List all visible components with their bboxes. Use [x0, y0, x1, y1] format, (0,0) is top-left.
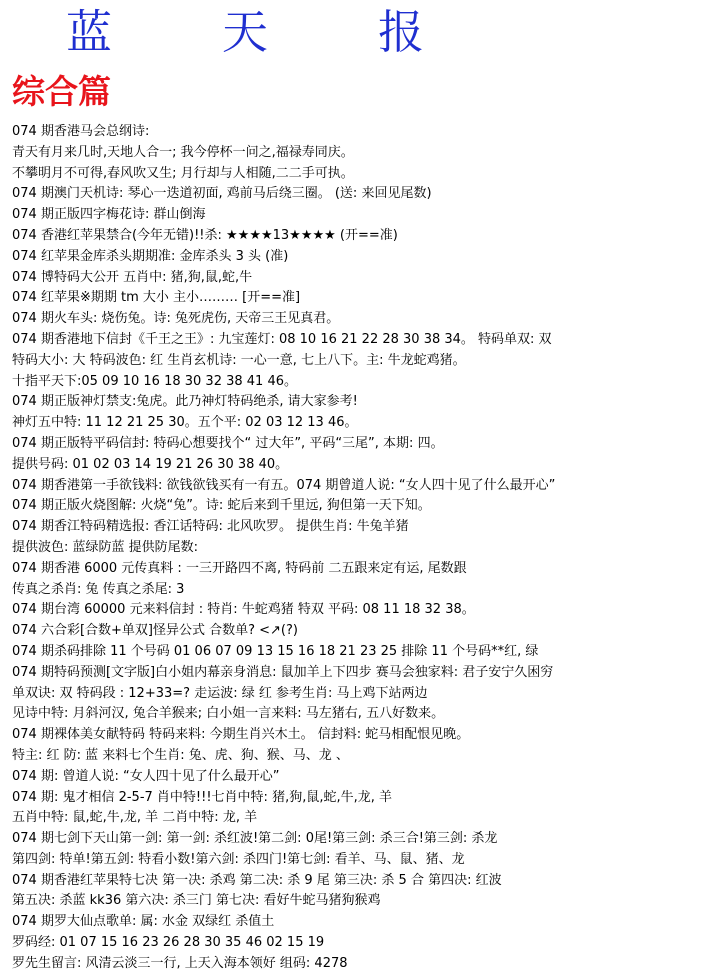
content-line: 074 期香港 6000 元传真料 : 一三开路四不离, 特码前 二五跟来定有运, 尾数跟: [12, 560, 467, 576]
content-line: 074 红苹果金库杀头期期准: 金库杀头 3 头 (准): [12, 248, 289, 264]
content-line: 074 六合彩[合数+单双]怪异公式 合数单? <↗(?): [12, 623, 298, 639]
content-line: 074 期香港红苹果特七决 第一决: 杀鸡 第二决: 杀 9 尾 第三决: 杀 5 合 第四决: 红波: [12, 872, 502, 888]
masthead-char-3: 报: [378, 5, 424, 59]
content-line: 见诗中特: 月斜河汉, 兔合羊猴来; 白小姐一言来料: 马左猪右, 五八好数来。: [12, 706, 445, 722]
content-line: 提供号码: 01 02 03 14 19 21 26 30 38 40。: [12, 456, 289, 472]
masthead: [0, 0, 715, 68]
content-line: 074 期香港马会总纲诗:: [12, 124, 150, 139]
content-line: 074 期正版特平码信封: 特码心想要找个“ 过大年”, 平码“三尾”, 本期: 四。: [12, 435, 444, 451]
content-line: 074 期澳门天机诗: 琴心一迭道初面, 鸡前马后绕三圈。 (送: 来回见尾数): [12, 186, 432, 202]
content-line: 074 期正版神灯禁支:兔虎。此乃神灯特码绝杀, 请大家参考!: [12, 394, 358, 410]
content-line: 074 期台湾 60000 元来料信封 : 特肖: 牛蛇鸡猪 特双 平码: 08 11 18 32 38。: [12, 602, 475, 618]
content-line: 074 期香港地下信封《千王之王》: 九宝莲灯: 08 10 16 21 22 28 30 38 34。 特码单双: 双: [12, 331, 552, 347]
masthead-char-1: 蓝: [66, 5, 112, 59]
content-line: 青天有月来几时,天地人合一; 我今停杯一问之,福禄寿同庆。: [12, 144, 354, 160]
content-line: 074 期七剑下天山第一剑: 第一剑: 杀红波!第二剑: 0尾!第三剑: 杀三合!第三剑: 杀龙: [12, 831, 498, 847]
content-line: 第五决: 杀蓝 kk36 第六决: 杀三门 第七决: 看好牛蛇马猪狗猴鸡: [12, 893, 381, 909]
content-line: 074 期罗大仙点歌单: 属: 水金 双绿红 杀值土: [12, 914, 275, 930]
content-line: 074 香港红苹果禁合(今年无错)!!杀: ★★★★13★★★★ (开==准): [12, 227, 398, 243]
content-line: 074 期特码预测[文字版]白小姐内幕亲身消息: 鼠加羊上下四步 赛马会独家料: 君子安宁久困穷: [12, 664, 554, 680]
content-line: 第四剑: 特单!第五剑: 特看小数!第六剑: 杀四门!第七剑: 看羊、马、鼠、猪、龙: [12, 851, 465, 867]
content-line: 神灯五中特: 11 12 21 25 30。五个平: 02 03 12 13 46。: [12, 415, 358, 431]
content-line: 五肖中特: 鼠,蛇,牛,龙, 羊 二肖中特: 龙, 羊: [12, 810, 258, 826]
content-line: 罗先生留言: 风清云淡三一行, 上天入海本领好 组码: 4278: [12, 955, 348, 971]
content-body: [12, 122, 712, 975]
content-line: 074 期裸体美女献特码 特码来料: 今期生肖兴木土。 信封料: 蛇马相配恨见晚。: [12, 727, 470, 743]
content-line: 074 期: 鬼才相信 2-5-7 肖中特!!!七肖中特: 猪,狗,鼠,蛇,牛,龙, 羊: [12, 789, 392, 805]
content-line: 074 期正版四字梅花诗: 群山倒海: [12, 207, 206, 223]
content-line: 074 期正版火烧图解: 火烧“兔”。诗: 蛇后来到千里远, 狗但第一天下知。: [12, 498, 431, 514]
content-line: 特码大小: 大 特码波色: 红 生肖玄机诗: 一心一意, 七上八下。主: 牛龙蛇鸡猪。: [12, 352, 466, 368]
content-line: 传真之杀肖: 兔 传真之杀尾: 3: [12, 581, 185, 597]
content-line: 罗码经: 01 07 15 16 23 26 28 30 35 46 02 15 19: [12, 935, 325, 951]
content-line: 074 博特码大公开 五肖中: 猪,狗,鼠,蛇,牛: [12, 269, 253, 285]
content-line: 特主: 红 防: 蓝 来料七个生肖: 兔、虎、狗、猴、马、龙 、: [12, 747, 349, 763]
content-line: 十指平天下:05 09 10 16 18 30 32 38 41 46。: [12, 373, 297, 389]
section-title: 综合篇: [12, 72, 111, 111]
content-line: 074 红苹果※期期 tm 大小 主小……… [开==准]: [12, 290, 301, 306]
content-line: 不攀明月不可得,春风吹又生; 月行却与人相随,二二手可执。: [12, 165, 354, 181]
masthead-char-2: 天: [222, 5, 268, 59]
content-line: 074 期火车头: 烧伤兔。诗: 兔死虎伤, 天帝三王见真君。: [12, 311, 340, 327]
content-line: 单双诀: 双 特码段 : 12+33=? 走运波: 绿 红 参考生肖: 马上鸡下站两边: [12, 685, 428, 701]
content-line: 074 期香港第一手欲钱料: 欲钱欲钱买有一有五。074 期曾道人说: “女人四十见了什么最开心”: [12, 477, 556, 493]
content-line: 074 期杀码排除 11 个号码 01 06 07 09 13 15 16 18 21 23 25 排除 11 个号码**红, 绿: [12, 643, 539, 659]
content-line: 提供波色: 蓝绿防蓝 提供防尾数:: [12, 539, 199, 555]
content-line: 074 期香江特码精选报: 香江话特码: 北风吹罗。 提供生肖: 牛兔羊猪: [12, 519, 409, 535]
content-line: 074 期: 曾道人说: “女人四十见了什么最开心”: [12, 768, 280, 784]
